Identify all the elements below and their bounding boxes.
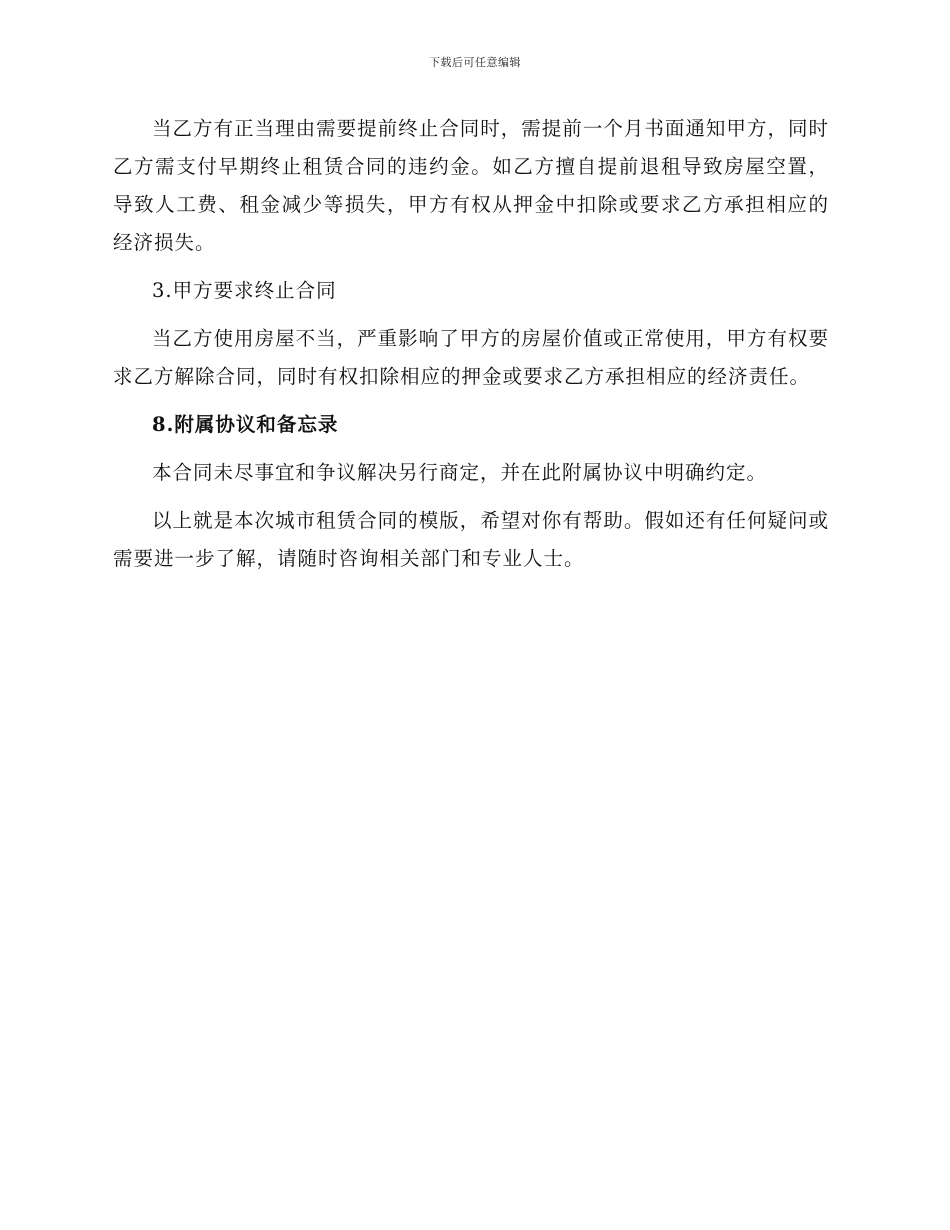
- subheading-landlord-termination: 3.甲方要求终止合同: [152, 279, 337, 302]
- paragraph-landlord-termination: 当乙方使用房屋不当，严重影响了甲方的房屋价值或正常使用，甲方有权要求乙方解除合同，同时有权扣除相应的押金或要求乙方承担相应的经济责任。: [113, 327, 829, 388]
- page-header: 下载后可任意编辑: [429, 56, 521, 69]
- paragraph-early-termination-tenant: 当乙方有正当理由需要提前终止合同时，需提前一个月书面通知甲方，同时乙方需支付早期终止租赁合同的违约金。如乙方擅自提前退租导致房屋空置，导致人工费、租金减少等损失，甲方有权从押金中扣除或要求乙方承担相应的经济损失。: [113, 117, 829, 254]
- section-heading-8: 8.附属协议和备忘录: [152, 413, 339, 436]
- document-body: [113, 110, 829, 578]
- paragraph-supplementary: 本合同未尽事宜和争议解决另行商定，并在此附属协议中明确约定。: [152, 461, 768, 484]
- paragraph-closing: 以上就是本次城市租赁合同的模版，希望对你有帮助。假如还有任何疑问或需要进一步了解，请随时咨询相关部门和专业人士。: [113, 509, 829, 570]
